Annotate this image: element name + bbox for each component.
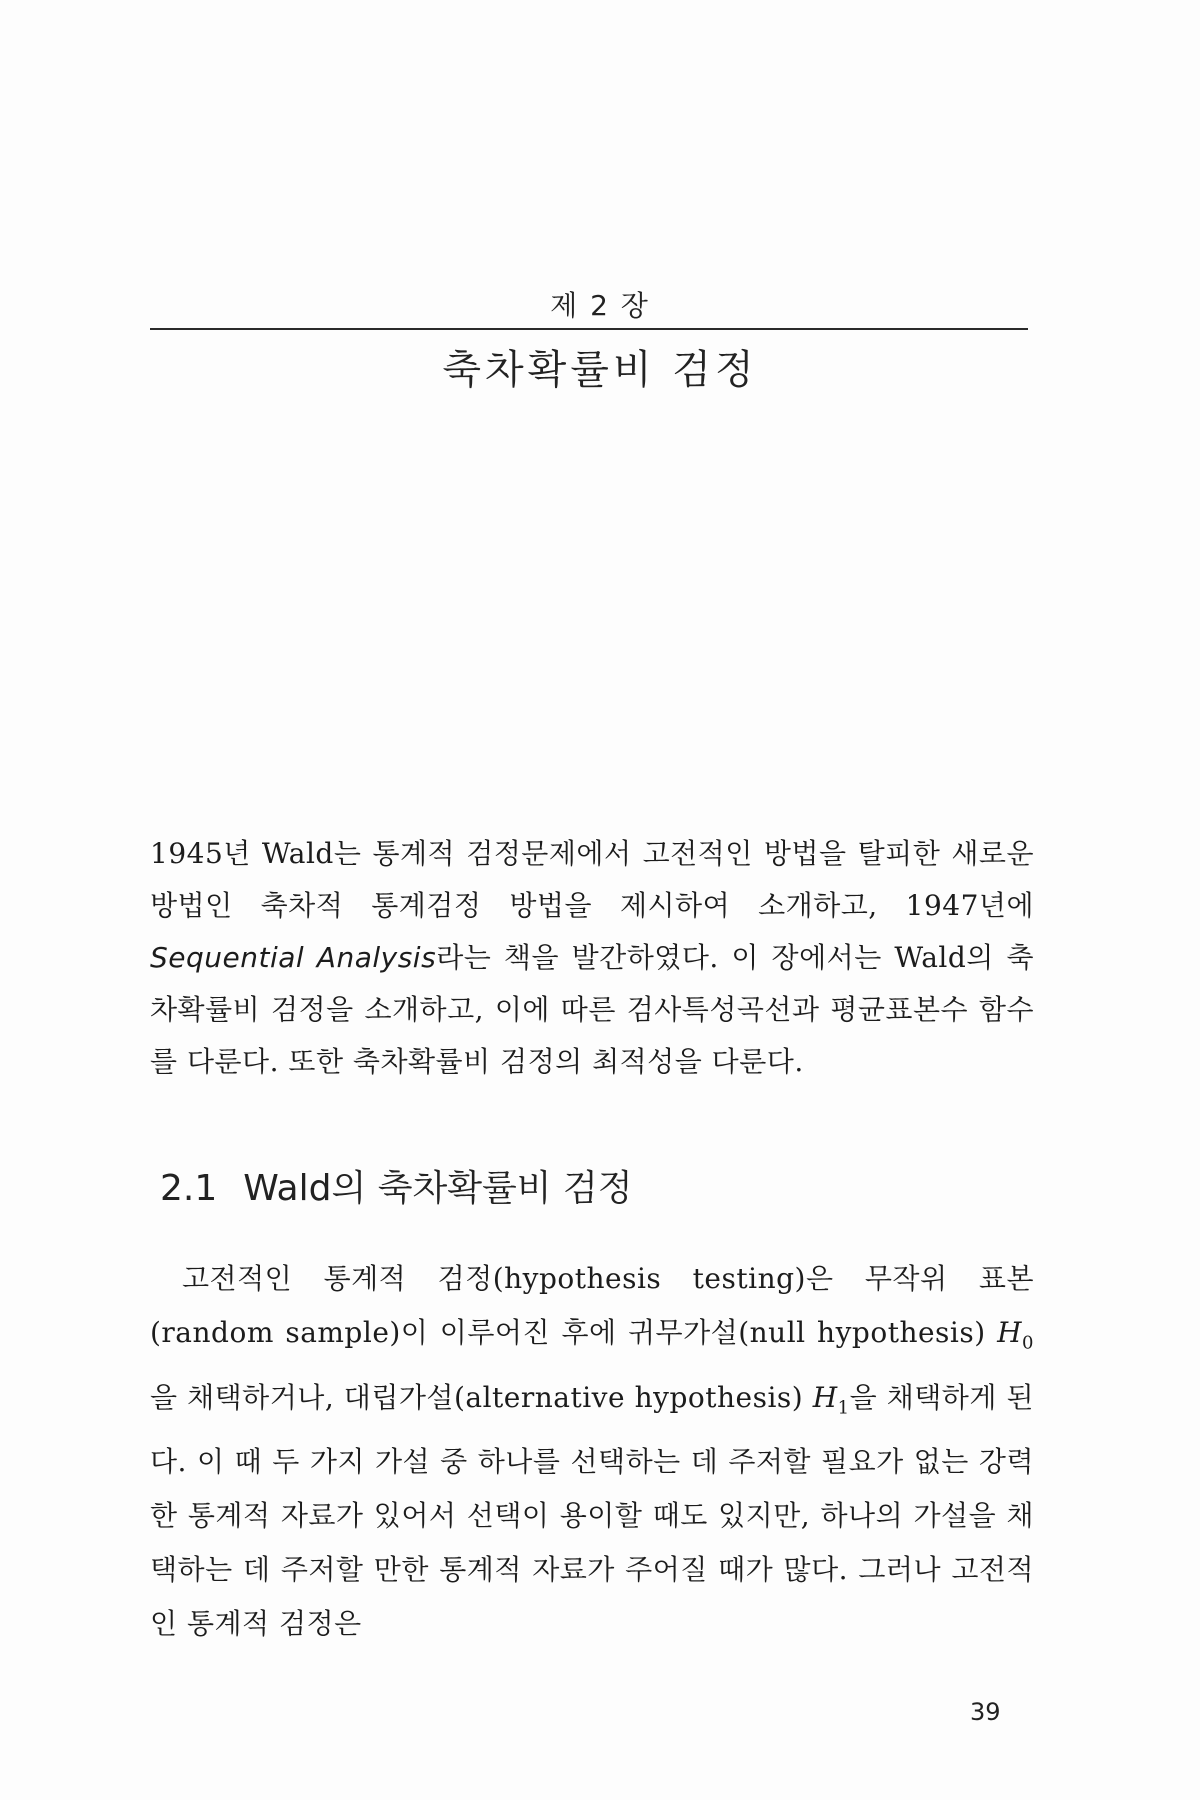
h0-letter: H bbox=[997, 1316, 1023, 1349]
page-number: 39 bbox=[970, 1698, 1001, 1726]
chapter-label: 제 2 장 bbox=[550, 289, 650, 322]
h1-subscript: 1 bbox=[837, 1397, 850, 1419]
chapter-title: 축차확률비 검정 bbox=[442, 347, 758, 393]
chapter-rule bbox=[150, 328, 1028, 330]
alternative-hypothesis-symbol bbox=[812, 1380, 850, 1419]
intro-text-part2: 라는 책을 발간하였다. 이 장에서는 Wald의 축차확률비 검정을 소개하고, 이에 따른 검사특성곡선과 평균표본수 함수를 다룬다. 또한 축차확률비 검정의 최적성을 다룬다. bbox=[150, 941, 1035, 1078]
section-number: 2.1 bbox=[160, 1168, 218, 1209]
null-hypothesis-symbol bbox=[997, 1316, 1034, 1354]
h1-letter: H bbox=[812, 1380, 838, 1414]
book-title: Sequential Analysis bbox=[150, 941, 437, 974]
section-title: Wald의 축차확률비 검정 bbox=[243, 1168, 633, 1209]
h0-subscript: 0 bbox=[1022, 1332, 1034, 1354]
body-paragraph bbox=[150, 1252, 1034, 1651]
intro-text-part1: 1945년 Wald는 통계적 검정문제에서 고전적인 방법을 탈피한 새로운 방법인 축차적 통계검정 방법을 제시하여 소개하고, 1947년에 bbox=[150, 837, 1034, 922]
body-text-part2: 을 채택하거나, 대립가설(alternative hypothesis) bbox=[150, 1380, 813, 1414]
section-heading bbox=[160, 1160, 1040, 1211]
body-text-part3: 을 채택하게 된다. 이 때 두 가지 가설 중 하나를 선택하는 데 주저할 필요가 없는 강력한 통계적 자료가 있어서 선택이 용이할 때도 있지만, 하나의 가설을 채택하는 데 주저할 만한 통계적 자료가 주어질 때가 많다. 그러나 고전적인 통계적 검정은 bbox=[150, 1380, 1034, 1641]
body-text-part1: 고전적인 통계적 검정(hypothesis testing)은 무작위 표본(random sample)이 이루어진 후에 귀무가설(null hypothesis) bbox=[150, 1262, 1034, 1349]
intro-paragraph bbox=[150, 828, 1034, 1088]
